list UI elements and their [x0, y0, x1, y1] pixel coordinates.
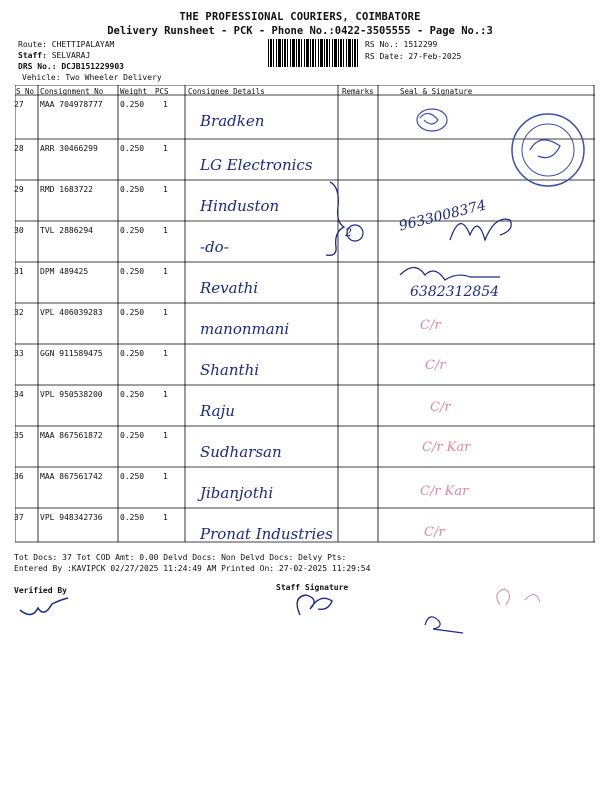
seal-mark-row-32: C/r: [420, 318, 441, 333]
rs-date-value: 27-Feb-2025: [408, 52, 462, 61]
row-consignee-handwritten: Revathi: [200, 279, 259, 297]
row-sno: 31: [14, 267, 24, 276]
signature-scribble-1: [450, 219, 511, 240]
staff-signature: [297, 595, 332, 615]
row-consignment-no: VPL 950538200: [40, 390, 103, 399]
row-weight: 0.250: [120, 226, 145, 235]
summary-entered-printed: Entered By :KAVIPCK 02/27/2025 11:24:49 AM Printed On: 27-02-2025 11:29:54: [14, 564, 371, 573]
row-sno: 33: [14, 349, 24, 358]
row-pcs: 1: [163, 431, 168, 440]
row-consignment-no: MAA 867561742: [40, 472, 103, 481]
row-weight: 0.250: [120, 144, 145, 153]
row-pcs: 1: [163, 144, 168, 153]
staff-signature-label: Staff Signature: [276, 583, 349, 592]
row-pcs: 1: [163, 472, 168, 481]
row-consignee-handwritten: -do-: [200, 238, 229, 256]
row-pcs: 1: [163, 308, 168, 317]
row-sno: 37: [14, 513, 24, 522]
row-consignment-no: VPL 948342736: [40, 513, 103, 522]
signature-scribble-2: [400, 268, 500, 281]
staff-line: Staff: SELVARAJ: [18, 51, 91, 60]
row-consignment-no: GGN 911589475: [40, 349, 103, 358]
route-line: Route: CHETTIPALAYAM: [18, 40, 115, 49]
col-header-remarks: Remarks: [342, 87, 374, 96]
row-weight: 0.250: [120, 390, 145, 399]
row-weight: 0.250: [120, 267, 145, 276]
row-consignment-no: ARR 30466299: [40, 144, 98, 153]
pink-scribble: [497, 589, 540, 605]
rs-no-line: RS No.: 1512299: [365, 40, 438, 49]
row-consignee-handwritten: Bradken: [200, 112, 265, 130]
handwritten-phone-2: 6382312854: [410, 284, 500, 300]
row-weight: 0.250: [120, 431, 145, 440]
row-pcs: 1: [163, 349, 168, 358]
round-stamp-small: [417, 109, 447, 131]
seal-mark-row-34: C/r: [430, 400, 451, 415]
verified-by-label: Verified By: [14, 586, 67, 595]
row-consignee-handwritten: Hinduston: [200, 197, 280, 215]
verified-signature: [20, 598, 68, 615]
seal-mark-row-37: C/r: [424, 525, 445, 540]
seal-mark-row-36: C/r Kar: [420, 484, 469, 499]
row-sno: 32: [14, 308, 24, 317]
row-consignment-no: DPM 489425: [40, 267, 89, 276]
row-sno: 28: [14, 144, 24, 153]
row-weight: 0.250: [120, 185, 145, 194]
row-consignee-handwritten: Sudharsan: [200, 443, 282, 461]
row-weight: 0.250: [120, 472, 145, 481]
col-header-pcs: PCS: [155, 87, 169, 96]
row-consignment-no: MAA 704978777: [40, 100, 103, 109]
brace-mark: [326, 182, 344, 255]
row-consignment-no: MAA 867561872: [40, 431, 103, 440]
company-seal-stamp: [512, 114, 584, 186]
col-header-weight: Weight: [120, 87, 148, 96]
seal-mark-row-35: C/r Kar: [422, 440, 471, 455]
runsheet-title: Delivery Runsheet - PCK - Phone No.:0422-3505555 - Page No.:3: [107, 25, 493, 37]
remark-circle-number: 2: [345, 226, 352, 239]
vehicle-value: Two Wheeler Delivery: [65, 73, 162, 82]
col-header-consignment: Consignment No: [40, 87, 104, 96]
row-weight: 0.250: [120, 513, 145, 522]
row-pcs: 1: [163, 390, 168, 399]
route-value: CHETTIPALAYAM: [51, 40, 115, 49]
summary-totals: Tot Docs: 37 Tot COD Amt: 0.00 Delvd Docs: Non Delvd Docs: Delvy Pts:: [14, 553, 347, 562]
row-sno: 27: [14, 100, 24, 109]
row-consignee-handwritten: LG Electronics: [200, 156, 313, 174]
row-weight: 0.250: [120, 308, 145, 317]
row-consignment-no: RMD 1683722: [40, 185, 93, 194]
row-sno: 30: [14, 226, 24, 235]
col-header-seal: Seal & Signature: [400, 87, 473, 96]
blue-scribble: [425, 617, 463, 633]
row-consignment-no: VPL 406039283: [40, 308, 103, 317]
row-sno: 34: [14, 390, 24, 399]
row-consignee-handwritten: Pronat Industries: [200, 525, 333, 543]
row-consignee-handwritten: manonmani: [200, 320, 290, 338]
seal-mark-row-33: C/r: [425, 358, 446, 373]
row-consignee-handwritten: Jibanjothi: [200, 484, 274, 502]
row-pcs: 1: [163, 226, 168, 235]
row-pcs: 1: [163, 185, 168, 194]
handwritten-phone-1: 9633008374: [397, 197, 488, 235]
col-header-consignee: Consignee Details: [188, 87, 265, 96]
row-sno: 36: [14, 472, 24, 481]
row-weight: 0.250: [120, 100, 145, 109]
row-consignment-no: TVL 2886294: [40, 226, 93, 235]
row-pcs: 1: [163, 100, 168, 109]
row-weight: 0.250: [120, 349, 145, 358]
vehicle-line: Vehicle: Two Wheeler Delivery: [22, 73, 162, 82]
company-title: THE PROFESSIONAL COURIERS, COIMBATORE: [179, 11, 421, 23]
row-consignee-handwritten: Shanthi: [200, 361, 260, 379]
row-sno: 35: [14, 431, 24, 440]
staff-value: SELVARAJ: [51, 51, 91, 60]
row-consignee-handwritten: Raju: [200, 402, 235, 420]
row-pcs: 1: [163, 267, 168, 276]
rs-no-value: 1512299: [403, 40, 438, 49]
row-sno: 29: [14, 185, 24, 194]
rs-date-line: RS Date: 27-Feb-2025: [365, 52, 462, 61]
drs-line: DRS No.: DCJB151229903: [18, 62, 124, 71]
drs-value: DCJB151229903: [61, 62, 124, 71]
row-pcs: 1: [163, 513, 168, 522]
col-header-sno: S No: [16, 87, 35, 96]
